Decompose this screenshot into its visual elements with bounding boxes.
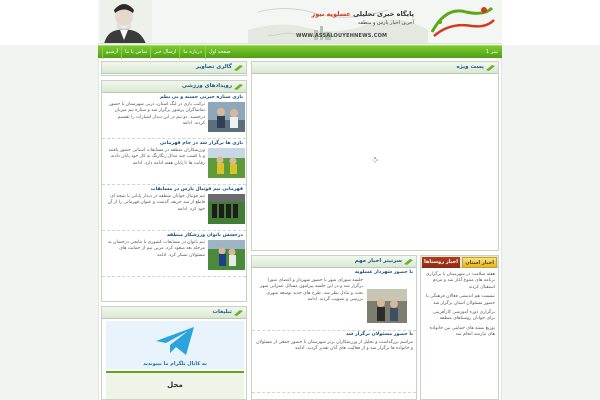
ads-title: تبلیغات — [212, 309, 232, 315]
site-url[interactable]: WWW.ASSALOUYEHNEWS.COM — [296, 33, 388, 39]
latest-header — [252, 256, 416, 268]
site-tagline: آخرین اخبار پارس و منطقه — [357, 20, 414, 26]
headline-item-title[interactable]: با حضور مسئولان برگزار شد — [345, 332, 413, 337]
headline-thumbnail[interactable] — [367, 289, 407, 323]
site-logo[interactable] — [426, 2, 498, 42]
pencil-icon — [234, 84, 243, 90]
sport-item-title[interactable]: بازی ها برگزار شد در جام قهرمانی — [159, 141, 243, 146]
sport-thumbnail[interactable] — [208, 194, 245, 224]
sports-header — [102, 81, 246, 93]
main-menu — [102, 46, 234, 59]
sport-item-summary: ورزشکاران منطقه در مسابقات استانی حضور یافتند و با کسب چند مدال رنگارنگ به کار خود پایان دادند. رقابت ها تا پایان هفته ادامه دارد. ادامه — [108, 148, 205, 166]
site-header — [98, 0, 502, 44]
site-title-prefix: پایگاه خبری تحلیلی — [353, 10, 414, 18]
list-item[interactable]: هفته سلامت در شهرستان با برگزاری برنامه های متنوع آغاز شد و مردم استقبال کردند — [425, 272, 495, 290]
list-item — [102, 185, 246, 231]
sport-item-summary: تیم فوتبال جوانان منطقه در دیدار پایانی با نتیجه ای قاطع از سد حریف گذشت و عنوان قهرمانی را از آن خود کرد. ادامه — [107, 194, 205, 212]
special-post-header — [252, 62, 498, 74]
special-post-box — [251, 61, 499, 251]
menu-item-archive[interactable]: آرشیو — [102, 46, 121, 59]
main-menu-bar — [98, 45, 502, 58]
special-post-title[interactable]: پست ویژه — [456, 64, 484, 70]
gallery-header — [102, 62, 246, 74]
latest-list — [252, 269, 416, 393]
site-title — [286, 10, 414, 19]
menu-item-contact[interactable]: تماس با ما — [121, 46, 150, 59]
sport-item-title[interactable]: قهرمانی تیم فوتبال پارس در مسابقات — [150, 187, 243, 192]
leader-portrait-image — [100, 0, 152, 44]
province-news-list — [421, 268, 498, 339]
pencil-icon — [234, 65, 243, 71]
list-item — [102, 139, 246, 185]
left-empty-column — [0, 45, 98, 400]
right-empty-column — [502, 45, 600, 400]
list-item[interactable]: برگزاری دوره آموزشی کارآفرینی برای جوانان روستاهای منطقه — [433, 310, 495, 322]
list-item[interactable]: توزیع بسته های حمایتی بین خانواده های نیازمند انجام شد — [429, 325, 495, 338]
pencil-icon — [486, 65, 495, 71]
list-item — [252, 269, 416, 331]
loading-spinner-icon — [372, 157, 378, 163]
site-title-block — [286, 10, 414, 27]
latest-headlines-box — [251, 255, 417, 400]
sport-item-title[interactable]: درخشش بانوان ورزشکار منطقه — [166, 233, 243, 238]
list-item — [102, 231, 246, 277]
sports-events-box — [101, 80, 247, 302]
column-divider — [501, 0, 502, 400]
telegram-banner-text: به کانال تلگرام ما بپیوندید — [143, 361, 207, 367]
ads-box — [101, 306, 247, 400]
latest-title[interactable]: سرتیتر اخبار مهم — [354, 258, 402, 264]
province-tabs — [421, 256, 498, 268]
headline-item-title[interactable]: با حضور شهردار عسلویه — [354, 270, 413, 275]
sport-item-summary: تیم بانوان در مسابقات کشوری با نتایجی درخشان به مرحله بعد صعود کرد. مربی تیم از حمایت های مسئولان تشکر کرد. ادامه — [108, 240, 205, 258]
gallery-box — [101, 61, 247, 76]
sport-item-title[interactable]: بازی ستاره حیرتی خسته و بی نظم — [160, 95, 243, 100]
pencil-icon — [404, 259, 413, 265]
sport-thumbnail[interactable] — [208, 102, 245, 132]
ad-placeholder-text: محل — [167, 381, 183, 389]
menu-item-about[interactable]: درباره ما — [179, 46, 204, 59]
menu-item-send-news[interactable]: ارسال خبر — [150, 46, 179, 59]
list-item[interactable]: نشست هم اندیشی فعالان فرهنگی با حضور مسئولان استان برگزار شد — [426, 294, 495, 306]
gallery-title[interactable]: گالری تصاویر — [195, 64, 232, 70]
telegram-icon — [106, 321, 244, 361]
list-item — [252, 331, 416, 393]
headline-item-summary: مراسم بزرگداشت و تجلیل از ورزشکاران برتر شهرستان با حضور جمعی از مسئولان و خانواده ها برگزار شد و از فعالیت های آنان تقدیر گردید. ادامه — [256, 340, 413, 352]
sport-item-summary: ترکیب بازی در لیگ استان، دربی شهرستان با حضور تماشاگران پرشور برگزار شد و ستاره تیم میزبان درخشید. دو تیم در این دیدار امتیازات را تقسیم کردند. ادامه — [109, 102, 205, 127]
site-title-brand: عسلویه نیوز — [311, 10, 351, 18]
ad-placeholder-banner[interactable] — [106, 371, 244, 400]
column-divider — [98, 0, 99, 400]
sport-thumbnail[interactable] — [208, 148, 245, 178]
menu-headline-label[interactable]: تیتر 1 — [486, 49, 498, 55]
list-item — [102, 93, 246, 139]
headline-item-summary: جلسه شورای شهر با حضور شهردار و اعضای شورا برگزار شد و در این جلسه پیرامون مسائل عمرانی شهر بحث و تبادل نظر شد. طرح های جدید توسعه شهری بررسی و تصویب گردید. ادامه — [260, 278, 363, 303]
province-news-box — [420, 255, 499, 400]
sports-title[interactable]: رویدادهای ورزشی — [181, 83, 232, 89]
menu-item-home[interactable]: صفحه اول — [205, 46, 234, 59]
tab-village-news[interactable]: اخبار روستاها — [422, 257, 460, 268]
pencil-icon — [234, 310, 243, 316]
telegram-channel-banner[interactable] — [106, 321, 244, 369]
sport-thumbnail[interactable] — [208, 240, 245, 270]
ads-header — [102, 307, 246, 319]
tab-province-news[interactable]: اخبار استان — [462, 257, 497, 268]
